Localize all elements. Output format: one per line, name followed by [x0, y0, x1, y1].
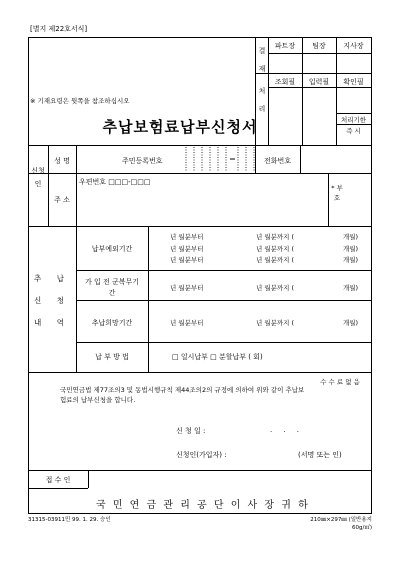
- processing-cell-1: 조회필: [274, 78, 296, 86]
- applicant-label: 신청인: [31, 167, 45, 188]
- months-column: 개월) 개월) 개월): [343, 233, 359, 264]
- footer-approval-code: 31315-03911민 99. 1. 29. 승인: [28, 517, 111, 523]
- statement-text: 국민연금법 제77조의3 및 동법시행규칙 제44조의2의 규정에 의하여 위와 같이 추납보험료의 납부신청을 합니다.: [60, 386, 305, 404]
- name-label: 성 명: [54, 157, 70, 165]
- processing-cell-3: 확인필: [343, 78, 364, 86]
- requested-to: 년 월분까지 (: [256, 319, 295, 327]
- coverage-months: 개월): [343, 284, 359, 292]
- signature-field[interactable]: (서명 또는 인): [298, 451, 342, 459]
- rrn-label: 주민등록번호: [122, 157, 163, 165]
- coverage-period-label: 가 입 전 군복무기간: [84, 278, 139, 297]
- requested-months: 개월): [343, 319, 359, 327]
- request-details-label: 추 납 신 청 내 역: [34, 274, 64, 327]
- approval-cell-1: 파트장: [274, 42, 296, 50]
- requested-period-label: 추납희망기간: [91, 319, 133, 327]
- payment-method-options[interactable]: □ 일시납부 □ 분할납부 ( 회): [172, 353, 263, 361]
- deadline-label: 처리기한: [340, 116, 367, 124]
- approval-cell-3: 지사장: [343, 42, 364, 50]
- expected-period-label: 납부예외기간: [91, 245, 133, 253]
- rrn-boxes[interactable]: [184, 147, 256, 172]
- processing-cell-2: 입력필: [308, 78, 330, 86]
- form-number: [별지 제22호서식]: [30, 25, 88, 33]
- date-field[interactable]: . . .: [270, 426, 299, 434]
- addressee-text: 국 민 연 금 관 리 공 단 이 사 장 귀 하: [96, 500, 310, 511]
- payment-method-label: 납 부 방 법: [95, 353, 129, 361]
- signer-label: 신청인(가입자) :: [176, 451, 227, 459]
- fee-label: 수 수 료 없 음: [320, 378, 360, 386]
- phone-label: 전화번호: [263, 157, 292, 165]
- notice-text: ※ 기재요령은 뒷쪽을 참조하십시오: [30, 97, 130, 105]
- deadline-value: 즉 시: [346, 127, 361, 135]
- footer-paper-size: 210㎜×297㎜ (일반용지 60g/㎡): [310, 517, 372, 531]
- receipt-label: 접 수 인: [45, 476, 71, 484]
- code-note: * 부 호: [331, 184, 343, 202]
- approval-cell-2: 팀장: [312, 42, 326, 50]
- coverage-from: 년 월분부터: [170, 284, 204, 292]
- period-from-column: 년 월분부터 년 월분부터 년 월분부터: [170, 233, 204, 264]
- processing-label: 처리: [258, 87, 266, 113]
- date-label: 신 청 일 :: [176, 427, 206, 435]
- coverage-to: 년 월분까지 (: [256, 284, 295, 292]
- period-to-column: 년 월분까지 ( 년 월분까지 ( 년 월분까지 (: [256, 233, 295, 264]
- page-title: 추납보험료납부신청서: [102, 118, 258, 136]
- requested-from: 년 월분부터: [170, 319, 204, 327]
- address-label: 주 소: [54, 196, 70, 204]
- approval-label: 결재: [258, 47, 266, 73]
- postal-code-label: 우편번호 □□□-□□□: [79, 178, 151, 186]
